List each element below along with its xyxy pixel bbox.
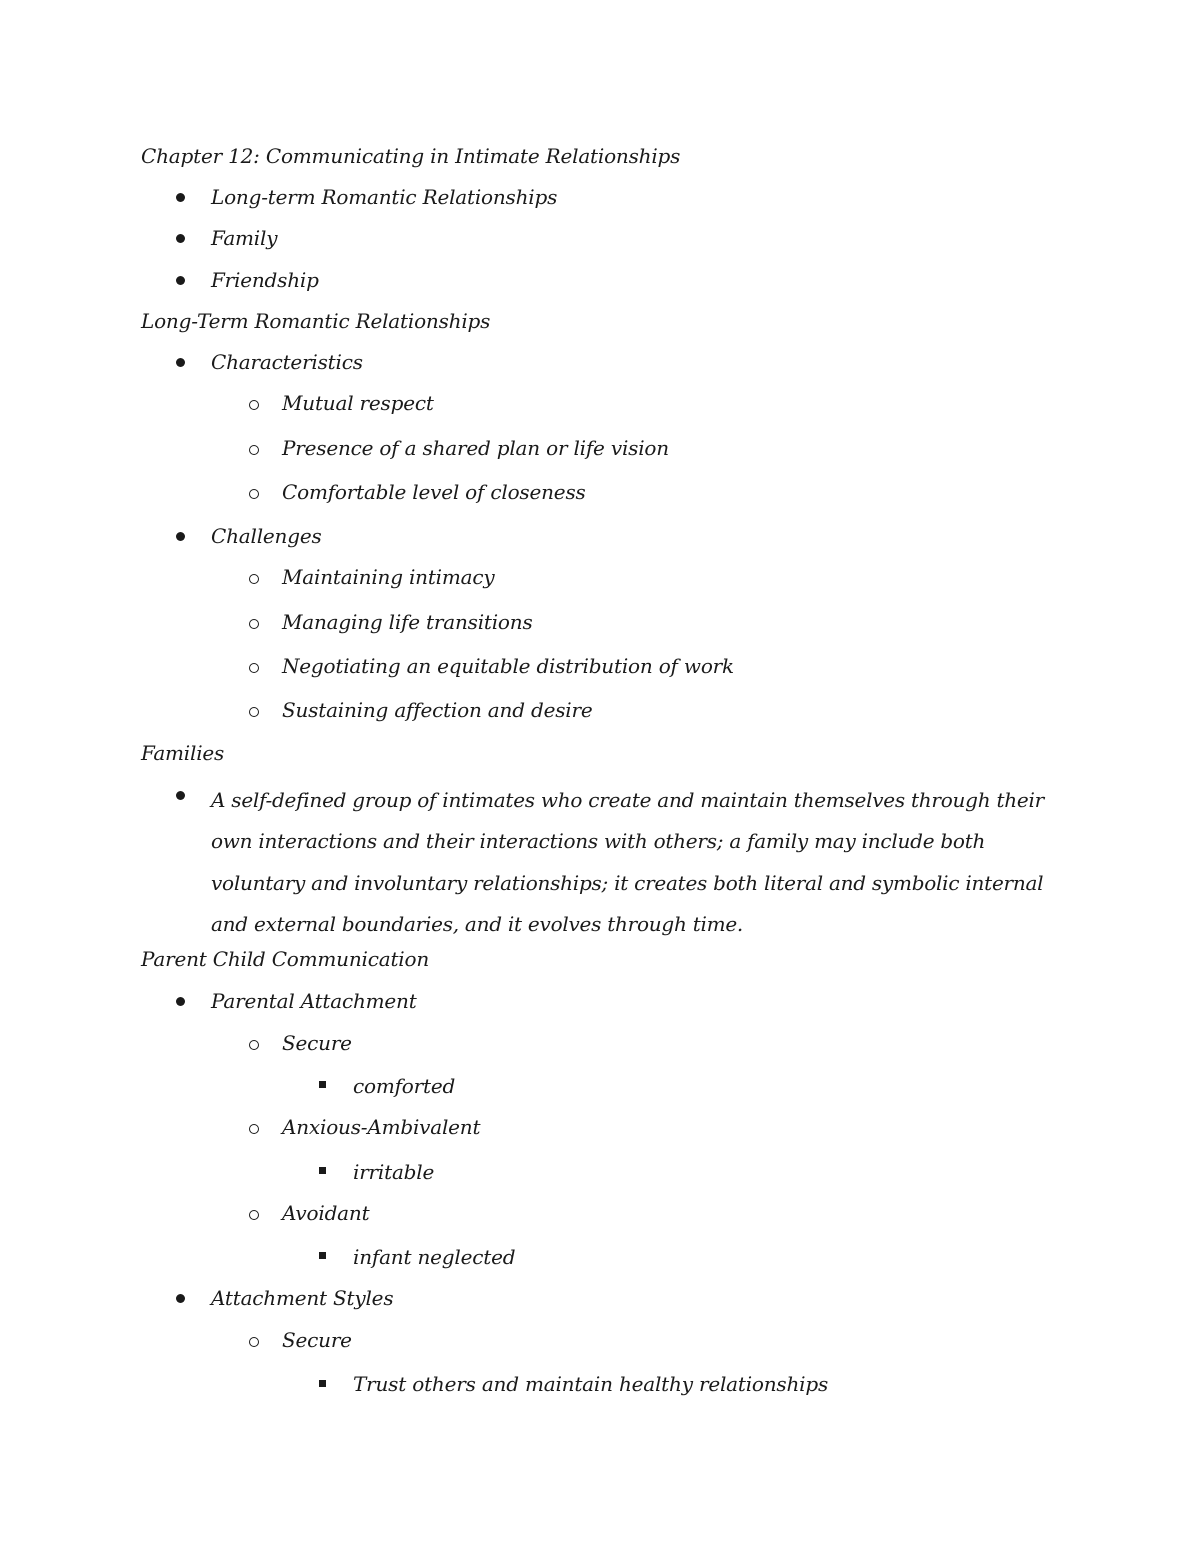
chapter-topic-item: Long-term Romantic Relationships [211, 185, 558, 209]
chapter-topic-item: Family [211, 226, 278, 250]
attachment-style-detail: Trust others and maintain healthy relationships [353, 1372, 829, 1396]
section-heading-romantic: Long-Term Romantic Relationships [141, 309, 491, 333]
family-definition: A self-defined group of intimates who create and maintain themselves through their own interactions and their interactions with others; a family may include both voluntary and involuntary relationships; it creates both literal and symbolic internal and external boundaries, and it evolves through time. [211, 788, 1044, 936]
bullet-disc-icon [176, 791, 185, 800]
characteristic-item: Comfortable level of closeness [282, 480, 586, 504]
characteristic-item: Presence of a shared plan or life vision [282, 436, 669, 460]
bullet-disc-icon [176, 532, 185, 541]
chapter-heading: Chapter 12: Communicating in Intimate Relationships [141, 144, 681, 168]
attachment-detail: comforted [353, 1074, 456, 1098]
attachment-style-type: Secure [282, 1328, 352, 1352]
bullet-disc-icon [176, 234, 185, 243]
characteristics-label: Characteristics [211, 350, 363, 374]
bullet-circle-icon [249, 707, 259, 717]
bullet-circle-icon [249, 445, 259, 455]
bullet-disc-icon [176, 997, 185, 1006]
challenge-item: Sustaining affection and desire [282, 698, 593, 722]
characteristic-item: Mutual respect [282, 391, 434, 415]
bullet-circle-icon [249, 574, 259, 584]
chapter-topic-item: Friendship [211, 268, 319, 292]
attachment-detail: irritable [353, 1160, 435, 1184]
bullet-circle-icon [249, 1040, 259, 1050]
attachment-type: Anxious-Ambivalent [282, 1115, 481, 1139]
bullet-square-icon [319, 1167, 326, 1174]
bullet-circle-icon [249, 400, 259, 410]
attachment-type: Avoidant [282, 1201, 370, 1225]
challenge-item: Maintaining intimacy [282, 565, 495, 589]
challenge-item: Managing life transitions [282, 610, 533, 634]
bullet-disc-icon [176, 358, 185, 367]
bullet-circle-icon [249, 1210, 259, 1220]
bullet-square-icon [319, 1380, 326, 1387]
bullet-disc-icon [176, 276, 185, 285]
bullet-disc-icon [176, 1294, 185, 1303]
challenge-item: Negotiating an equitable distribution of work [282, 654, 734, 678]
bullet-circle-icon [249, 619, 259, 629]
challenges-label: Challenges [211, 524, 322, 548]
bullet-circle-icon [249, 489, 259, 499]
attachment-detail: infant neglected [353, 1245, 516, 1269]
parental-attachment-label: Parental Attachment [211, 989, 417, 1013]
section-heading-parent-child: Parent Child Communication [141, 947, 430, 971]
attachment-type: Secure [282, 1031, 352, 1055]
bullet-square-icon [319, 1081, 326, 1088]
bullet-square-icon [319, 1252, 326, 1259]
bullet-circle-icon [249, 1124, 259, 1134]
bullet-disc-icon [176, 193, 185, 202]
bullet-circle-icon [249, 1337, 259, 1347]
section-heading-families: Families [141, 741, 225, 765]
attachment-styles-label: Attachment Styles [211, 1286, 394, 1310]
bullet-circle-icon [249, 663, 259, 673]
